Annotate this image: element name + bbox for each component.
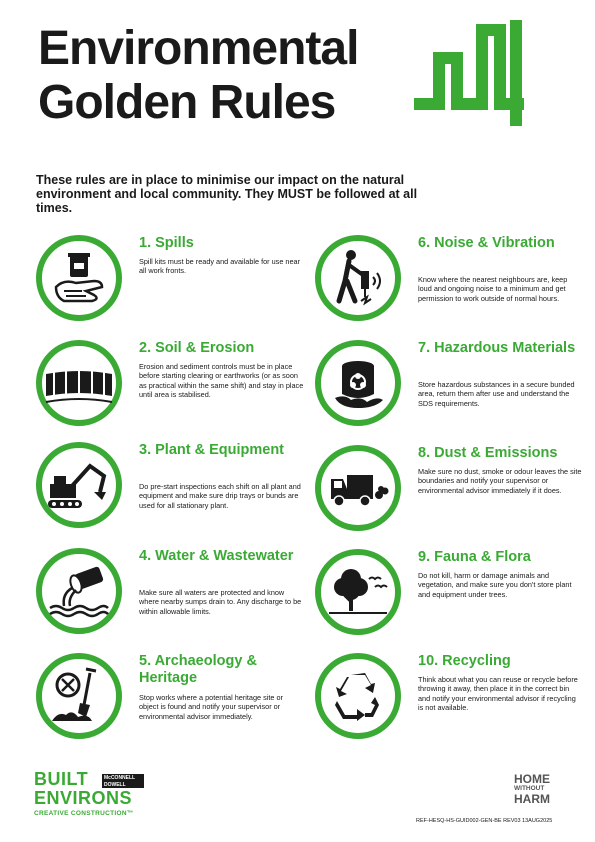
title-line-2: Golden Rules	[38, 76, 336, 129]
excavator-icon	[42, 448, 116, 522]
built-environs-logo	[34, 770, 134, 817]
rule-noise-vibration	[315, 235, 580, 335]
page-title	[38, 22, 358, 130]
rule-circle	[315, 653, 401, 739]
rule-spills	[36, 235, 301, 335]
rule-text: Erosion and sediment controls must be in place before starting clearing or earthworks (or as soon as practical within the same shift) and stay in place until area is stabilised.	[139, 362, 304, 399]
rule-title: 6. Noise & Vibration	[418, 235, 555, 251]
rule-dust-emissions	[315, 445, 580, 545]
spill-kit-icon	[42, 241, 116, 315]
title-line-1: Environmental	[38, 22, 359, 75]
rule-circle	[36, 653, 122, 739]
rule-title: 5. Archaeology & Heritage	[139, 653, 257, 686]
rule-title: 10. Recycling	[418, 653, 511, 669]
rule-hazardous-materials	[315, 340, 580, 440]
brand-tagline: CREATIVE CONSTRUCTION™	[34, 810, 134, 817]
rule-text: Make sure all waters are protected and know where nearby sumps drain to. Any discharge to be within allowable limits.	[139, 588, 302, 616]
sediment-fence-icon	[42, 346, 116, 420]
rule-text: Think about what you can reuse or recycle before throwing it away, then place it in the correct bin and notify your environmental advisor if recycling is not available.	[418, 675, 578, 712]
mcconnell-dowell-badge	[102, 774, 144, 788]
hwh-line-2: WITHOUT	[514, 785, 545, 792]
rule-title: 8. Dust & Emissions	[418, 445, 558, 461]
brand-line-2: ENVIRONS	[34, 788, 133, 808]
rule-text: Do not kill, harm or damage animals and vegetation, and make sure you don't store plant and equipment under trees.	[418, 571, 572, 599]
rule-text: Stop works where a potential heritage site or object is found and notify your supervisor or environmental advisor immediately.	[139, 693, 283, 721]
recycle-icon	[321, 659, 395, 733]
rule-circle	[36, 235, 122, 321]
rule-text: Do pre-start inspections each shift on all plant and equipment and make sure drip trays or bunds are used for all stationary plant.	[139, 482, 301, 510]
rule-text: Know where the nearest neighbours are, keep loud and ongoing noise to a minimum and get permission to work outside of normal hours.	[418, 275, 568, 303]
mcconnell-line-1: McCONNELL	[104, 775, 136, 781]
jackhammer-worker-icon	[321, 241, 395, 315]
rule-plant-equipment	[36, 442, 301, 542]
shovel-artefact-icon	[42, 659, 116, 733]
rule-fauna-flora	[315, 549, 580, 649]
rule-circle	[315, 235, 401, 321]
rule-circle	[36, 442, 122, 528]
rule-water-wastewater	[36, 548, 301, 648]
home-without-harm-logo	[514, 773, 550, 805]
rule-title: 7. Hazardous Materials	[418, 340, 576, 356]
brand-mark-icon	[412, 18, 530, 130]
rule-archaeology-heritage	[36, 653, 301, 753]
mcconnell-line-2: DOWELL	[104, 781, 126, 788]
rule-text: Store hazardous substances in a secure bunded area, return them after use and understand the SDS requirements.	[418, 380, 575, 408]
pipe-discharge-icon	[42, 554, 116, 628]
rule-circle	[315, 549, 401, 635]
tree-birds-icon	[321, 555, 395, 629]
rule-circle	[315, 445, 401, 531]
rule-circle	[36, 548, 122, 634]
rule-title: 9. Fauna & Flora	[418, 549, 531, 565]
truck-exhaust-icon	[321, 451, 395, 525]
intro-text: These rules are in place to minimise our impact on the natural environment and local community. They MUST be followed at all times.	[36, 173, 418, 215]
document-reference: REF-HESQ-HS-GUID002-GEN-BE REV03 13AUG2025	[416, 818, 553, 824]
rule-title: 2. Soil & Erosion	[139, 340, 255, 356]
hwh-line-1: HOME	[514, 772, 550, 786]
biohazard-drum-icon	[321, 346, 395, 420]
rule-title: 3. Plant & Equipment	[139, 442, 285, 458]
brand-line-1: BUILT	[34, 769, 89, 789]
rule-recycling	[315, 653, 580, 753]
rule-circle	[36, 340, 122, 426]
rule-title: 1. Spills	[139, 235, 194, 251]
rule-soil-erosion	[36, 340, 304, 440]
rule-text: Spill kits must be ready and available for use near all work fronts.	[139, 257, 301, 276]
rule-circle	[315, 340, 401, 426]
hwh-line-3: HARM	[514, 792, 550, 806]
rule-title: 4. Water & Wastewater	[139, 548, 294, 564]
rule-text: Make sure no dust, smoke or odour leaves the site boundaries and notify your supervisor or environmental advisor immediately if it does.	[418, 467, 582, 495]
